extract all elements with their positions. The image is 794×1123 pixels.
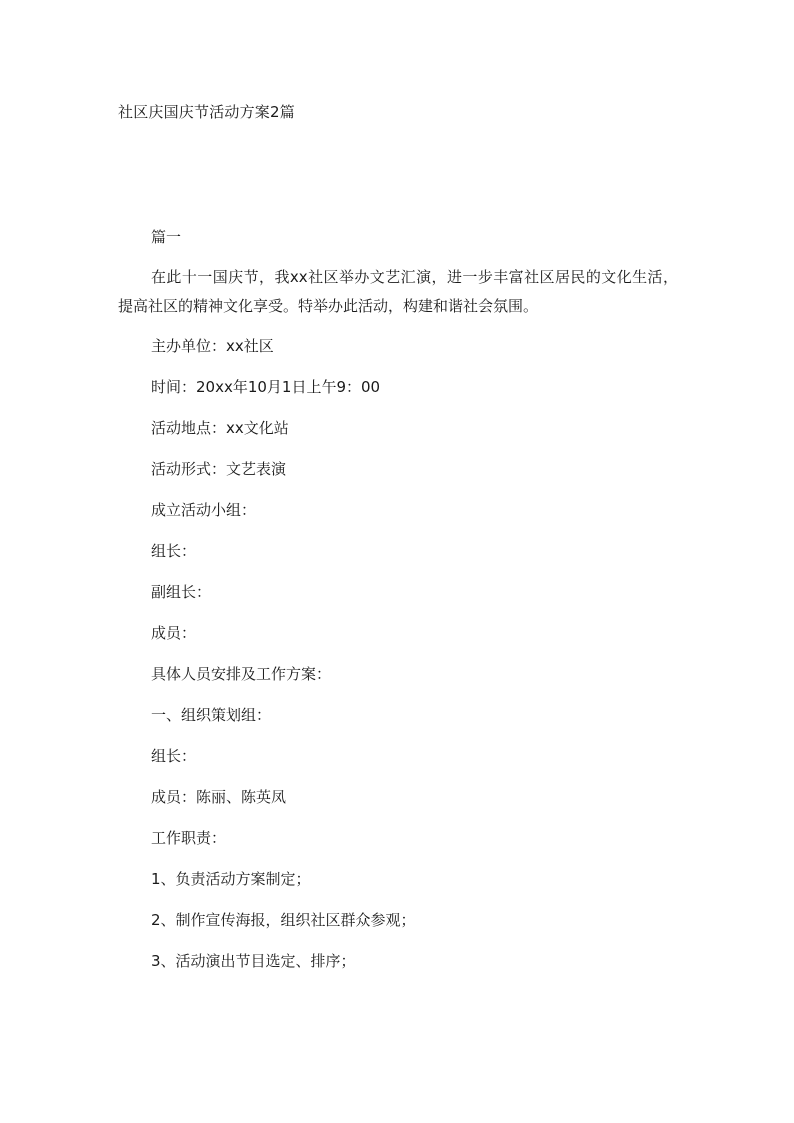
group-heading: 成立活动小组： <box>151 501 257 519</box>
duty-item-1: 1、负责活动方案制定； <box>151 870 311 888</box>
arrangement-heading: 具体人员安排及工作方案： <box>151 665 332 683</box>
location-line: 活动地点：xx文化站 <box>151 419 289 437</box>
time-line: 时间：20xx年10月1日上午9：00 <box>151 378 381 396</box>
planning-leader-line: 组长： <box>151 747 197 765</box>
intro-paragraph: 在此十一国庆节，我xx社区举办文艺汇演，进一步丰富社区居民的文化生活，提高社区的精神文化享受。特举办此活动，构建和谐社会氛围。 <box>118 268 678 315</box>
section-heading: 篇一 <box>151 228 182 246</box>
document-title: 社区庆国庆节活动方案2篇 <box>118 103 295 121</box>
document-body <box>118 226 678 991</box>
duties-heading: 工作职责： <box>151 829 227 847</box>
leader-line: 组长： <box>151 542 197 560</box>
duty-item-3: 3、活动演出节目选定、排序； <box>151 952 356 970</box>
deputy-leader-line: 副组长： <box>151 583 212 601</box>
planning-group-heading: 一、组织策划组： <box>151 706 272 724</box>
members-line: 成员： <box>151 624 197 642</box>
duty-item-2: 2、制作宣传海报，组织社区群众参观； <box>151 911 416 929</box>
format-line: 活动形式：文艺表演 <box>151 460 287 478</box>
organizer-line: 主办单位：xx社区 <box>151 337 274 355</box>
planning-members-line: 成员：陈丽、陈英凤 <box>151 788 287 806</box>
